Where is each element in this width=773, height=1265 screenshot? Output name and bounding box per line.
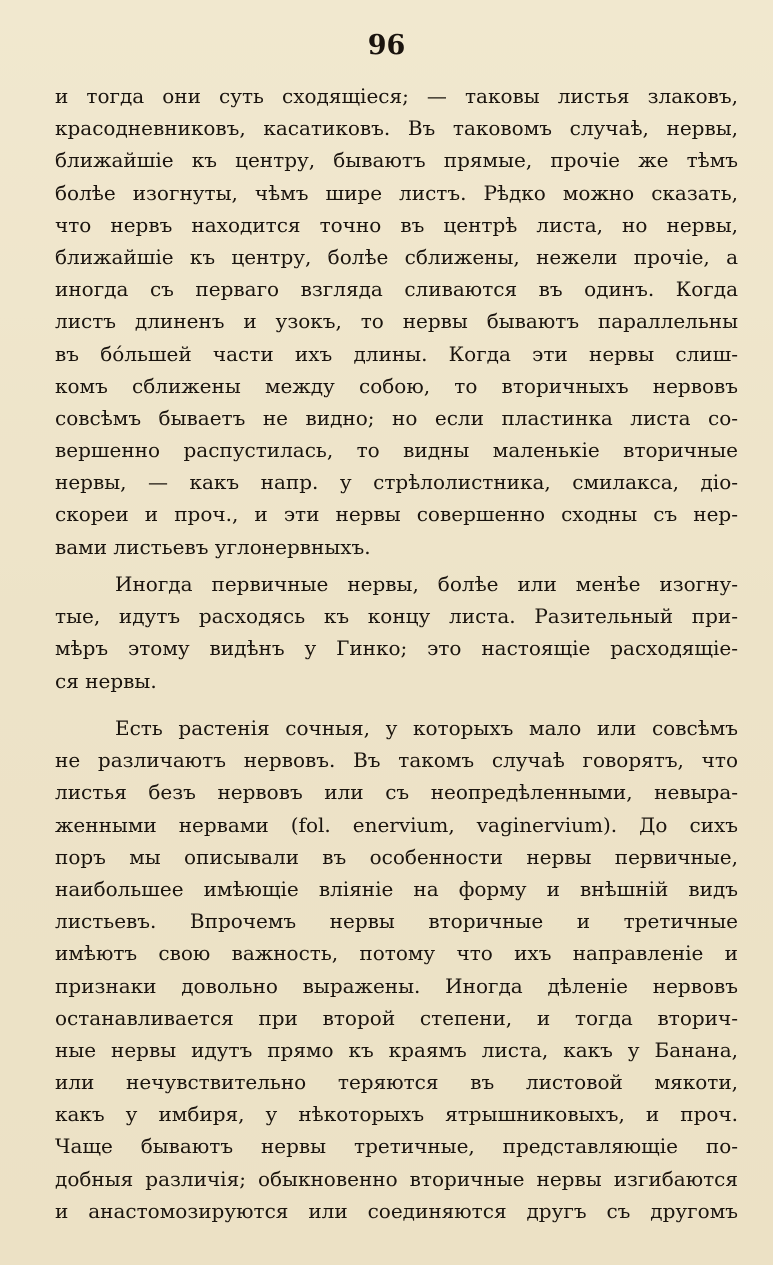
text-line: вершенно распустилась, то видны маленькіе вторичные <box>55 438 738 463</box>
text-line: красодневниковъ, касатиковъ. Въ таковомъ случаѣ, нервы, <box>55 116 738 141</box>
text-line: комъ сближены между собою, то вторичныхъ нервовъ <box>55 373 738 398</box>
text-line: иногда съ перваго взгляда сливаются въ одинъ. Когда <box>55 277 738 302</box>
text-line: мѣръ этому видѣнъ у Гинко; это настоящіе расходящіе- <box>55 636 738 661</box>
paragraph-3 <box>55 712 738 1227</box>
text-line: не различаютъ нервовъ. Въ такомъ случаѣ говорятъ, что <box>55 748 738 773</box>
text-line: тые, идутъ расходясь къ концу листа. Разительный при- <box>55 604 738 629</box>
text-line: скореи и проч., и эти нервы совершенно сходны съ нер- <box>55 502 738 527</box>
text-line: ся нервы. <box>55 668 157 693</box>
text-line: ные нервы идутъ прямо къ краямъ листа, какъ у Банана, <box>55 1037 738 1062</box>
text-line: наибольшее имѣющіе вліяніе на форму и внѣшній видъ <box>55 876 738 901</box>
text-line: листъ длиненъ и узокъ, то нервы бываютъ параллельны <box>55 309 738 334</box>
paragraph-2 <box>55 568 738 697</box>
text-line: листья безъ нервовъ или съ неопредѣленными, невыра- <box>55 780 738 805</box>
text-line: какъ у имбиря, у нѣкоторыхъ ятрышниковыхъ, и проч. <box>55 1102 738 1127</box>
text-line: вами листьевъ углонервныхъ. <box>55 534 371 559</box>
text-line: имѣютъ свою важность, потому что ихъ направленіе и <box>55 941 738 966</box>
text-line: или нечувствительно теряются въ листовой мякоти, <box>55 1070 738 1095</box>
text-line: добныя различія; обыкновенно вторичные нервы изгибаются <box>55 1166 738 1191</box>
page-number: 96 <box>367 30 406 61</box>
text-line: женными нервами (fol. enervium, vaginervium). До сихъ <box>55 812 738 837</box>
text-line: Есть растенія сочныя, у которыхъ мало или совсѣмъ <box>115 716 738 740</box>
text-line: поръ мы описывали въ особенности нервы первичные, <box>55 844 738 869</box>
text-line: нервы, — какъ напр. у стрѣлолистника, смилакса, діо- <box>55 470 738 495</box>
text-line: признаки довольно выражены. Иногда дѣленіе нервовъ <box>55 973 738 998</box>
text-line: и анастомозируются или соединяются другъ съ другомъ <box>55 1198 738 1223</box>
paragraph-1 <box>55 80 738 563</box>
text-line: ближайшіе къ центру, болѣе сближены, нежели прочіе, а <box>55 244 738 269</box>
text-line: и тогда они суть сходящіеся; — таковы листья злаковъ, <box>55 84 738 108</box>
text-line: Иногда первичные нервы, болѣе или менѣе изогну- <box>115 572 738 596</box>
text-line: что нервъ находится точно въ центрѣ листа, но нервы, <box>55 212 738 237</box>
text-line: Чаще бываютъ нервы третичные, представляющіе по- <box>55 1134 738 1159</box>
text-line: останавливается при второй степени, и тогда вторич- <box>55 1005 738 1030</box>
text-line: въ бо́льшей части ихъ длины. Когда эти нервы слиш- <box>55 341 738 366</box>
text-line: листьевъ. Впрочемъ нервы вторичные и третичные <box>55 909 738 934</box>
text-line: болѣе изогнуты, чѣмъ шире листъ. Рѣдко можно сказать, <box>55 180 738 205</box>
text-line: ближайшіе къ центру, бываютъ прямые, прочіе же тѣмъ <box>55 148 738 173</box>
text-line: совсѣмъ бываетъ не видно; но если пластинка листа со- <box>55 405 738 430</box>
